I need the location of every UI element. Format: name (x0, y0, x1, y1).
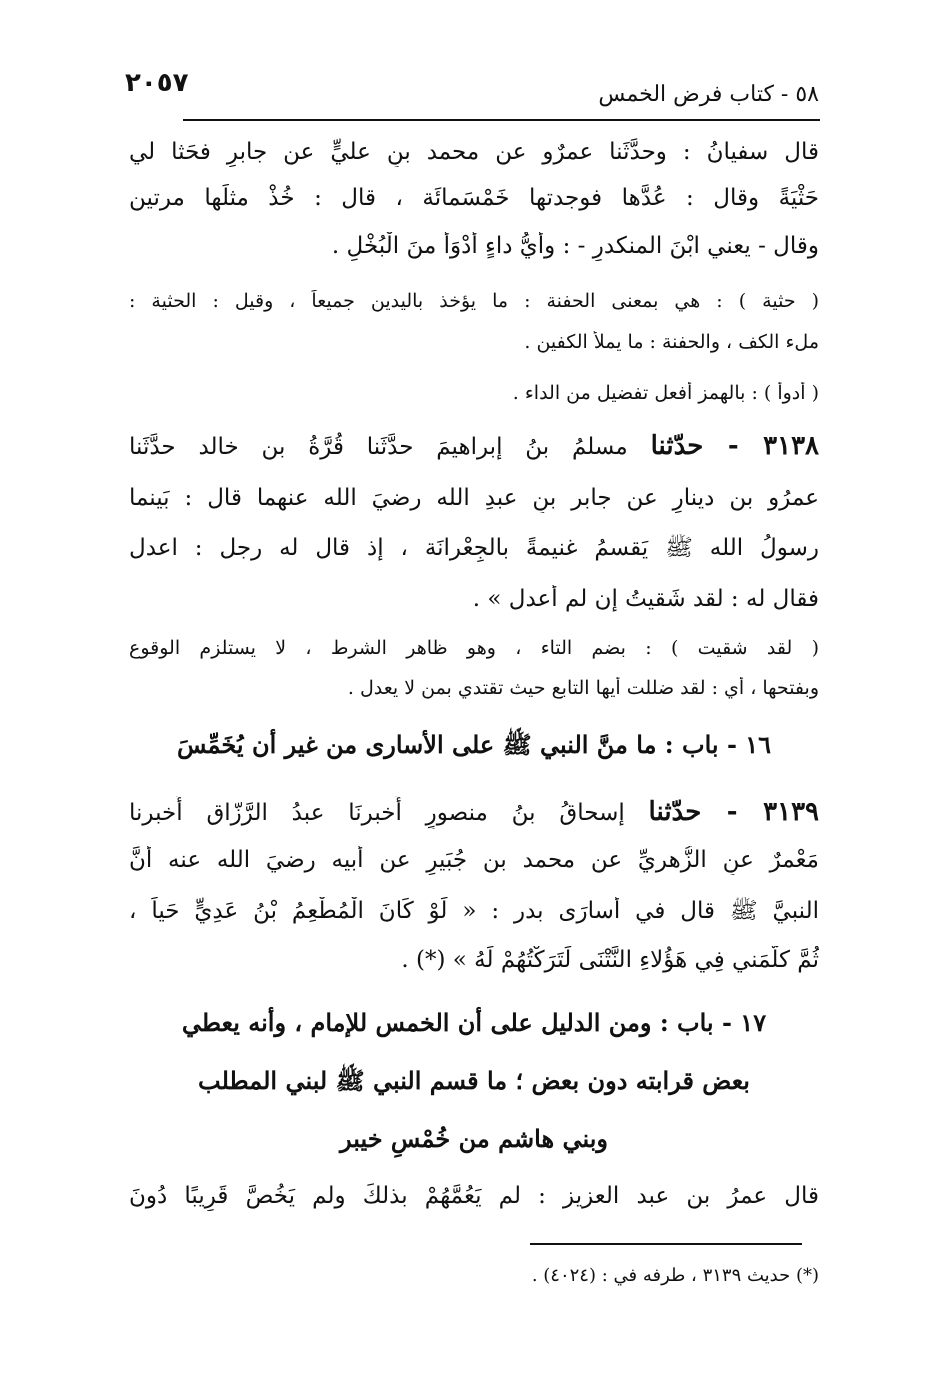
hadith-first-line (129, 430, 819, 463)
chapter-heading: ١٦ - باب : ما منَّ النبي ﷺ على الأسارى من غير أن يُخَمِّسَ (176, 730, 772, 759)
text-line: وقال - يعني ابْنَ المنكدرِ - : وأَيُّ داءٍ أَدْوَأُ منَ الْبُخْلِ . (331, 233, 819, 259)
text-line: ثُمَّ كلَّمَني فِي هَؤُلاءِ النَّتْنَى لَتَرَكْتُهُمْ لَهُ » (*) . (401, 947, 819, 973)
header-rule (183, 119, 820, 121)
text-line: مَعْمرٌ عنِ الزُّهريِّ عن محمد بن جُبَيرٍ عن أَبيه رضيَ الله عنه أَنَّ (129, 847, 819, 873)
text-line: رسولُ الله ﷺ يَقسمُ غنيمةً بالجِعْرانَة ، إذ قال له رجل : اعدل (129, 535, 819, 561)
text-line: النبيَّ ﷺ قال في أُسارَى بدر : « لَوْ كَانَ الْمُطْعِمُ بْنُ عَدِيٍّ حَياً ، (129, 898, 819, 924)
hadith-first-line (129, 796, 819, 829)
page-number: ٢٠٥٧ (125, 68, 189, 98)
chapter-title: ٥٨ - كتاب فرض الخمس (598, 82, 819, 107)
note-line: ملء الكف ، والحفنة : ما يملأ الكفين . (524, 331, 819, 353)
chapter-heading: بعض قرابته دون بعض ؛ ما قسم النبي ﷺ لبني المطلب (198, 1066, 750, 1095)
footnote-rule (530, 1243, 802, 1245)
text-line: قال سفيانُ : وحدَّثَنا عمرٌو عن محمد بنِ عليٍّ عن جابرٍ فحَثا لي (129, 139, 819, 165)
footnote: (*) حديث ٣١٣٩ ، طرفه في : (٤٠٢٤) . (531, 1265, 819, 1286)
note-line: ( أدوأ ) : بالهمز أفعل تفضيل من الداء . (512, 382, 819, 404)
chapter-heading: ١٧ - باب : ومن الدليل على أن الخمس للإمام ، وأنه يعطي (181, 1008, 767, 1037)
text-line: حَثْيَةً وقال : عُدَّها فوجدتها خَمْسَمائَة ، قال : خُذْ مثلَها مرتين (129, 185, 819, 211)
chapter-heading: وبني هاشم من خُمْسِ خيبر (340, 1124, 608, 1153)
text-line: فقال له : لقد شَقيتُ إن لم أعدل » . (472, 586, 819, 612)
text-line: عمرُو بن دينارٍ عن جابر بنِ عبدِ الله رضيَ الله عنهما قال : بَينما (129, 485, 819, 511)
hadith-text: مسلمُ بنُ إبراهيمَ حدَّثَنا قُرَّةُ بن خالد حدَّثَنا (129, 434, 628, 460)
note-line: وبفتحها ، أي : لقد ضللت أيها التابع حيث تقتدي بمن لا يعدل . (347, 677, 819, 699)
note-line: ( حثية ) : هي بمعنى الحفنة : ما يؤخذ باليدين جميعاً ، وقيل : الحثية : (129, 290, 819, 312)
hadith-number: ٣١٣٩ - حدّثنا (648, 797, 819, 827)
hadith-number: ٣١٣٨ - حدّثنا (650, 431, 819, 461)
note-line: ( لقد شقيت ) : بضم التاء ، وهو ظاهر الشرط ، لا يستلزم الوقوع (129, 637, 819, 659)
text-line: قال عمرُ بن عبد العزيز : لم يَعُمَّهُمْ بذلكَ ولم يَخُصَّ قَرِيبًا دُونَ (129, 1183, 819, 1209)
hadith-text: إسحاقُ بنُ منصورٍ أَخبرنَا عبدُ الرَّزّاق أَخبرنا (129, 800, 625, 826)
